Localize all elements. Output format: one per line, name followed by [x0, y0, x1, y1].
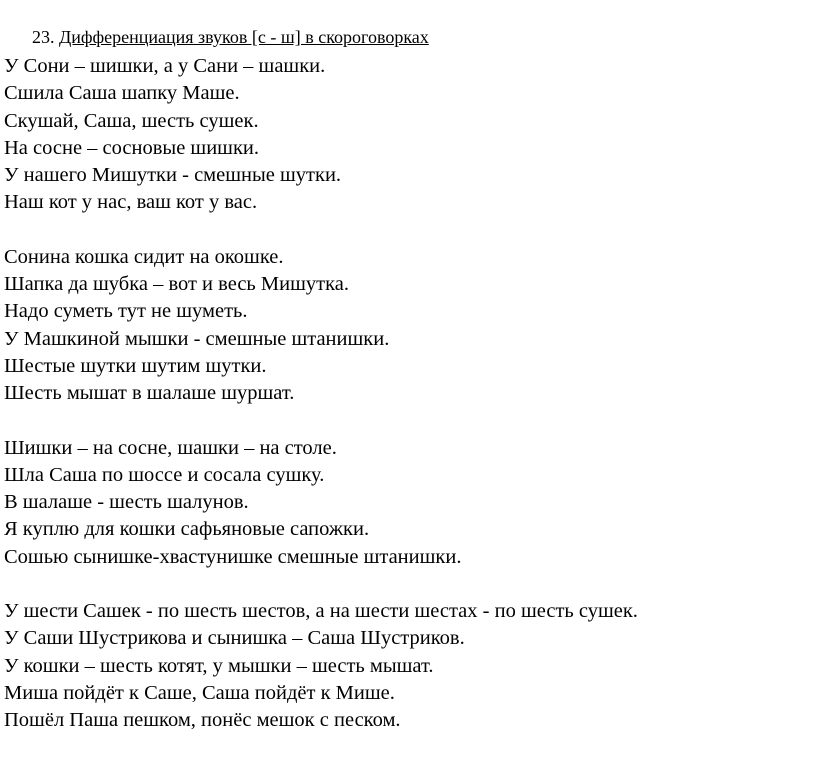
exercise-title: Дифференциация звуков [с - ш] в скороговорках: [59, 27, 429, 47]
text-line: Скушай, Саша, шесть сушек.: [4, 109, 259, 132]
text-line: Шапка да шубка – вот и весь Мишутка.: [4, 273, 349, 296]
text-line: Надо суметь тут не шуметь.: [4, 300, 248, 323]
text-line: У Сони – шишки, а у Сани – шашки.: [4, 55, 326, 77]
exercise-number: 23.: [32, 27, 55, 47]
text-line: Шла Саша по шоссе и сосала сушку.: [4, 463, 325, 486]
text-line: У Машкиной мышки - смешные штанишки.: [4, 327, 390, 350]
text-line: У шести Сашек - по шесть шестов, а на шести шестах - по шесть сушек.: [4, 600, 638, 623]
text-line: Сошью сынишке-хвастунишке смешные штанишки.: [4, 545, 462, 568]
stanza: [4, 435, 812, 571]
text-line: У Саши Шустрикова и сынишка – Саша Шустриков.: [4, 627, 465, 650]
text-line: Шесть мышат в шалаше шуршат.: [4, 382, 295, 405]
text-line: У кошки – шесть котят, у мышки – шесть мышат.: [4, 654, 434, 677]
text-line: Сшила Саша шапку Маше.: [4, 82, 240, 105]
stanza: [4, 53, 812, 217]
text-line: Я куплю для кошки сафьяновые сапожки.: [4, 518, 370, 541]
text-line: В шалаше - шесть шалунов.: [4, 491, 249, 514]
stanza: [4, 244, 812, 408]
stanza: [4, 598, 812, 734]
exercise-heading: [32, 26, 429, 48]
text-line: Сонина кошка сидит на окошке.: [4, 245, 284, 268]
text-line: Шишки – на сосне, шашки – на столе.: [4, 436, 337, 459]
text-line: Миша пойдёт к Саше, Саша пойдёт к Мише.: [4, 681, 395, 704]
text-line: Наш кот у нас, ваш кот у вас.: [4, 191, 258, 214]
text-line: У нашего Мишутки - смешные шутки.: [4, 164, 342, 187]
tongue-twister-list: [4, 53, 812, 762]
text-line: Шестые шутки шутим шутки.: [4, 354, 267, 377]
text-line: На сосне – сосновые шишки.: [4, 136, 260, 159]
text-line: Пошёл Паша пешком, понёс мешок с песком.: [4, 709, 401, 732]
